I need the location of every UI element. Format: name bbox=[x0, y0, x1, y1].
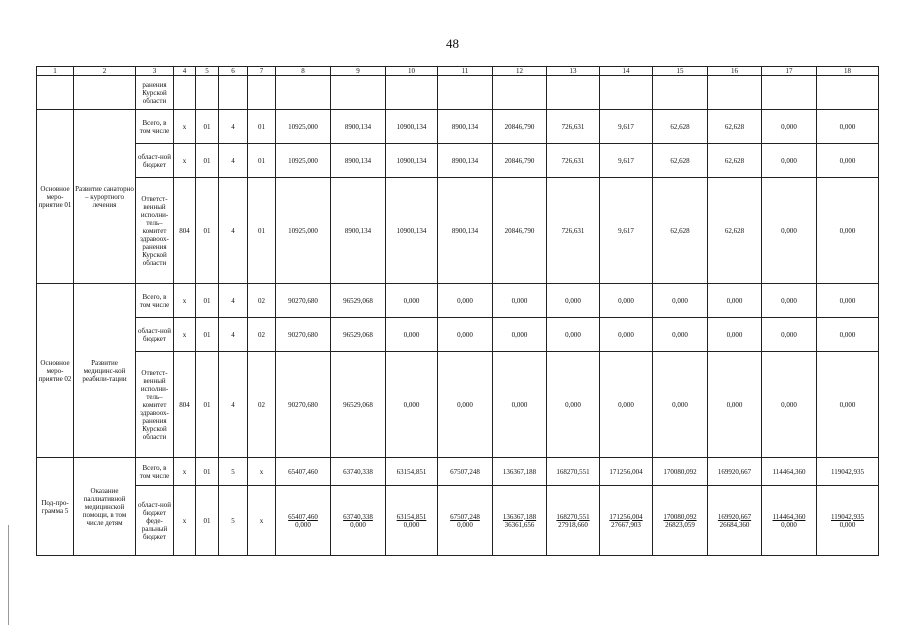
amount-cell: 9,617 bbox=[600, 144, 653, 178]
column-number-header: 5 bbox=[196, 67, 219, 76]
subprogram-code-cell: 4 bbox=[219, 144, 248, 178]
amount-cell: 0,000 bbox=[600, 352, 653, 458]
amount-cell: 168270,551 bbox=[547, 458, 600, 486]
amount-cell: 8900,134 bbox=[438, 144, 493, 178]
table-row bbox=[37, 318, 879, 352]
amount-cell: 8900,134 bbox=[438, 178, 493, 284]
grbs-code-cell: х bbox=[174, 486, 196, 556]
activity-number-cell: 02 bbox=[248, 318, 276, 352]
amount-cell: 9,617 bbox=[600, 178, 653, 284]
amount-cell bbox=[708, 486, 762, 556]
empty-cell bbox=[438, 76, 493, 110]
amount-cell: 0,000 bbox=[438, 318, 493, 352]
empty-cell bbox=[276, 76, 331, 110]
amount-cell: 0,000 bbox=[817, 178, 879, 284]
grbs-code-cell: 804 bbox=[174, 352, 196, 458]
column-number-header: 7 bbox=[248, 67, 276, 76]
amount-cell: 0,000 bbox=[547, 284, 600, 318]
amount-cell: 10900,134 bbox=[386, 144, 438, 178]
amount-cell: 10925,000 bbox=[276, 178, 331, 284]
empty-cell bbox=[386, 76, 438, 110]
empty-cell bbox=[600, 76, 653, 110]
funding-source-cell: Всего, в том числе bbox=[136, 458, 174, 486]
table-row bbox=[37, 458, 879, 486]
program-code-cell: 01 bbox=[196, 284, 219, 318]
table-row bbox=[37, 352, 879, 458]
subprogram-code-cell: 4 bbox=[219, 178, 248, 284]
amount-cell: 10900,134 bbox=[386, 110, 438, 144]
column-number-header: 12 bbox=[493, 67, 547, 76]
amount-cell bbox=[493, 486, 547, 556]
column-number-header: 3 bbox=[136, 67, 174, 76]
activity-number-cell: 01 bbox=[248, 110, 276, 144]
amount-cell: 726,631 bbox=[547, 110, 600, 144]
amount-cell: 20846,790 bbox=[493, 110, 547, 144]
program-code-cell: 01 bbox=[196, 144, 219, 178]
amount-cell: 67507,248 bbox=[438, 458, 493, 486]
regional-budget-amount: 67507,248 bbox=[450, 512, 480, 521]
amount-cell: 96529,068 bbox=[331, 352, 386, 458]
subprogram-code-cell: 5 bbox=[219, 486, 248, 556]
amount-cell: 90270,680 bbox=[276, 352, 331, 458]
source-cell: ранения Курской области bbox=[136, 76, 174, 110]
amount-cell bbox=[547, 486, 600, 556]
amount-cell: 0,000 bbox=[762, 178, 817, 284]
funding-source-cell: Ответст-венный исполни-тель– комитет здравоох-ранения Курской области bbox=[136, 178, 174, 284]
amount-cell: 0,000 bbox=[817, 144, 879, 178]
amount-cell: 726,631 bbox=[547, 178, 600, 284]
federal-budget-amount: 0,000 bbox=[403, 520, 420, 529]
amount-cell: 0,000 bbox=[653, 318, 708, 352]
funding-source-cell: Всего, в том числе bbox=[136, 284, 174, 318]
subprogram-code-cell: 4 bbox=[219, 110, 248, 144]
federal-budget-amount: 0,000 bbox=[457, 520, 473, 529]
funding-source-cell: област-ной бюджет bbox=[136, 318, 174, 352]
amount-cell: 119042,935 bbox=[817, 458, 879, 486]
activity-number-cell: х bbox=[248, 486, 276, 556]
column-number-header: 16 bbox=[708, 67, 762, 76]
amount-cell: 62,628 bbox=[708, 178, 762, 284]
amount-cell: 62,628 bbox=[653, 110, 708, 144]
empty-cell bbox=[331, 76, 386, 110]
amount-cell: 0,000 bbox=[493, 284, 547, 318]
amount-cell: 10925,000 bbox=[276, 110, 331, 144]
amount-cell: 0,000 bbox=[438, 352, 493, 458]
regional-budget-amount: 136367,188 bbox=[502, 512, 537, 521]
amount-cell: 8900,134 bbox=[331, 144, 386, 178]
empty-cell bbox=[817, 76, 879, 110]
column-number-header: 2 bbox=[74, 67, 136, 76]
amount-cell: 0,000 bbox=[600, 284, 653, 318]
funding-source-cell: област-ной бюджет bbox=[136, 144, 174, 178]
empty-cell bbox=[74, 76, 136, 110]
empty-cell bbox=[762, 76, 817, 110]
amount-cell: 8900,134 bbox=[438, 110, 493, 144]
empty-cell bbox=[219, 76, 248, 110]
column-number-header: 11 bbox=[438, 67, 493, 76]
activity-code-cell: Под-про-грамма 5 bbox=[37, 458, 74, 556]
federal-budget-amount: 26684,360 bbox=[719, 520, 750, 529]
empty-cell bbox=[708, 76, 762, 110]
amount-cell: 20846,790 bbox=[493, 178, 547, 284]
amount-cell: 0,000 bbox=[762, 318, 817, 352]
amount-cell bbox=[653, 486, 708, 556]
table-row bbox=[37, 284, 879, 318]
activity-number-cell: 02 bbox=[248, 352, 276, 458]
regional-budget-amount: 63154,851 bbox=[396, 512, 427, 521]
amount-cell: 0,000 bbox=[600, 318, 653, 352]
activity-code-cell: Основное меро-приятие 01 bbox=[37, 110, 74, 284]
grbs-code-cell: х bbox=[174, 284, 196, 318]
program-code-cell: 01 bbox=[196, 318, 219, 352]
grbs-code-cell: х bbox=[174, 110, 196, 144]
amount-cell: 90270,680 bbox=[276, 284, 331, 318]
amount-cell: 171256,004 bbox=[600, 458, 653, 486]
amount-cell: 0,000 bbox=[708, 284, 762, 318]
amount-cell: 0,000 bbox=[547, 318, 600, 352]
scan-margin-line bbox=[8, 525, 9, 625]
regional-budget-amount: 170080,092 bbox=[663, 512, 697, 521]
amount-cell bbox=[600, 486, 653, 556]
grbs-code-cell: х bbox=[174, 318, 196, 352]
amount-cell: 10900,134 bbox=[386, 178, 438, 284]
amount-cell: 0,000 bbox=[817, 110, 879, 144]
federal-budget-amount: 27667,903 bbox=[611, 520, 641, 529]
amount-cell: 0,000 bbox=[653, 284, 708, 318]
amount-cell: 170080,092 bbox=[653, 458, 708, 486]
amount-cell: 96529,068 bbox=[331, 318, 386, 352]
amount-cell: 62,628 bbox=[653, 144, 708, 178]
empty-cell bbox=[196, 76, 219, 110]
activity-number-cell: х bbox=[248, 458, 276, 486]
column-number-header: 6 bbox=[219, 67, 248, 76]
regional-budget-amount: 65407,460 bbox=[288, 512, 318, 521]
activity-name-cell: Развитие медицинс-кой реабили-тации bbox=[74, 284, 136, 458]
amount-cell: 96529,068 bbox=[331, 284, 386, 318]
amount-cell: 136367,188 bbox=[493, 458, 547, 486]
federal-budget-amount: 36361,656 bbox=[504, 520, 535, 529]
table-row bbox=[37, 486, 879, 556]
column-number-header: 15 bbox=[653, 67, 708, 76]
amount-cell: 0,000 bbox=[708, 352, 762, 458]
table-row bbox=[37, 178, 879, 284]
amount-cell bbox=[276, 486, 331, 556]
funding-source-cell: Ответст-венный исполни-тель– комитет здравоох-ранения Курской области bbox=[136, 352, 174, 458]
amount-cell: 0,000 bbox=[386, 284, 438, 318]
budget-table bbox=[36, 66, 879, 556]
subprogram-code-cell: 5 bbox=[219, 458, 248, 486]
amount-cell: 8900,134 bbox=[331, 110, 386, 144]
empty-cell bbox=[37, 76, 74, 110]
amount-cell: 0,000 bbox=[817, 284, 879, 318]
grbs-code-cell: х bbox=[174, 144, 196, 178]
regional-budget-amount: 63740,338 bbox=[343, 512, 373, 521]
column-number-header: 8 bbox=[276, 67, 331, 76]
table-row bbox=[37, 144, 879, 178]
column-number-header: 18 bbox=[817, 67, 879, 76]
amount-cell: 62,628 bbox=[708, 144, 762, 178]
amount-cell: 0,000 bbox=[493, 352, 547, 458]
column-number-header: 14 bbox=[600, 67, 653, 76]
amount-cell: 169920,667 bbox=[708, 458, 762, 486]
regional-budget-amount: 169920,667 bbox=[717, 512, 752, 521]
amount-cell: 0,000 bbox=[817, 352, 879, 458]
federal-budget-amount: 0,000 bbox=[839, 520, 856, 529]
program-code-cell: 01 bbox=[196, 178, 219, 284]
column-number-header: 9 bbox=[331, 67, 386, 76]
amount-cell: 0,000 bbox=[386, 352, 438, 458]
grbs-code-cell: х bbox=[174, 458, 196, 486]
amount-cell: 0,000 bbox=[708, 318, 762, 352]
subprogram-code-cell: 4 bbox=[219, 352, 248, 458]
amount-cell: 0,000 bbox=[653, 352, 708, 458]
amount-cell: 63154,851 bbox=[386, 458, 438, 486]
empty-cell bbox=[248, 76, 276, 110]
amount-cell: 0,000 bbox=[762, 352, 817, 458]
amount-cell: 62,628 bbox=[653, 178, 708, 284]
activity-name-cell: Развитие санаторно – курортного лечения bbox=[74, 110, 136, 284]
amount-cell: 0,000 bbox=[438, 284, 493, 318]
column-number-header: 17 bbox=[762, 67, 817, 76]
amount-cell: 10925,000 bbox=[276, 144, 331, 178]
amount-cell: 0,000 bbox=[762, 284, 817, 318]
amount-cell: 0,000 bbox=[817, 318, 879, 352]
grbs-code-cell: 804 bbox=[174, 178, 196, 284]
federal-budget-amount: 26823,059 bbox=[665, 520, 695, 529]
program-code-cell: 01 bbox=[196, 110, 219, 144]
regional-budget-amount: 168270,551 bbox=[556, 512, 590, 521]
amount-cell: 0,000 bbox=[493, 318, 547, 352]
amount-cell: 0,000 bbox=[762, 144, 817, 178]
empty-cell bbox=[653, 76, 708, 110]
subprogram-code-cell: 4 bbox=[219, 284, 248, 318]
empty-cell bbox=[493, 76, 547, 110]
federal-budget-amount: 0,000 bbox=[350, 520, 366, 529]
funding-source-cell: Всего, в том числе bbox=[136, 110, 174, 144]
amount-cell: 62,628 bbox=[708, 110, 762, 144]
column-number-header: 10 bbox=[386, 67, 438, 76]
amount-cell bbox=[386, 486, 438, 556]
regional-budget-amount: 119042,935 bbox=[831, 512, 864, 521]
amount-cell bbox=[331, 486, 386, 556]
amount-cell: 0,000 bbox=[386, 318, 438, 352]
page-number: 48 bbox=[446, 36, 459, 51]
amount-cell bbox=[817, 486, 879, 556]
column-number-header: 13 bbox=[547, 67, 600, 76]
amount-cell: 90270,680 bbox=[276, 318, 331, 352]
program-code-cell: 01 bbox=[196, 352, 219, 458]
program-code-cell: 01 bbox=[196, 458, 219, 486]
amount-cell: 20846,790 bbox=[493, 144, 547, 178]
regional-budget-amount: 171256,004 bbox=[609, 512, 643, 521]
subprogram-code-cell: 4 bbox=[219, 318, 248, 352]
program-code-cell: 01 bbox=[196, 486, 219, 556]
funding-source-cell: област-ной бюджет феде-ральный бюджет bbox=[136, 486, 174, 556]
activity-code-cell: Основное меро-приятие 02 bbox=[37, 284, 74, 458]
activity-number-cell: 01 bbox=[248, 144, 276, 178]
amount-cell bbox=[438, 486, 493, 556]
regional-budget-amount: 114464,360 bbox=[772, 512, 806, 521]
amount-cell: 0,000 bbox=[762, 110, 817, 144]
empty-cell bbox=[547, 76, 600, 110]
amount-cell bbox=[762, 486, 817, 556]
activity-name-cell: Оказание паллиативной медицинской помощи, в том числе детям bbox=[74, 458, 136, 556]
federal-budget-amount: 0,000 bbox=[295, 520, 311, 529]
column-number-header: 1 bbox=[37, 67, 74, 76]
activity-number-cell: 02 bbox=[248, 284, 276, 318]
amount-cell: 114464,360 bbox=[762, 458, 817, 486]
amount-cell: 0,000 bbox=[547, 352, 600, 458]
federal-budget-amount: 27918,660 bbox=[558, 520, 588, 529]
amount-cell: 63740,338 bbox=[331, 458, 386, 486]
amount-cell: 9,617 bbox=[600, 110, 653, 144]
continuation-row bbox=[37, 76, 879, 110]
header-row bbox=[37, 67, 879, 76]
amount-cell: 8900,134 bbox=[331, 178, 386, 284]
activity-number-cell: 01 bbox=[248, 178, 276, 284]
federal-budget-amount: 0,000 bbox=[781, 520, 797, 529]
column-number-header: 4 bbox=[174, 67, 196, 76]
amount-cell: 726,631 bbox=[547, 144, 600, 178]
table-row bbox=[37, 110, 879, 144]
amount-cell: 65407,460 bbox=[276, 458, 331, 486]
empty-cell bbox=[174, 76, 196, 110]
